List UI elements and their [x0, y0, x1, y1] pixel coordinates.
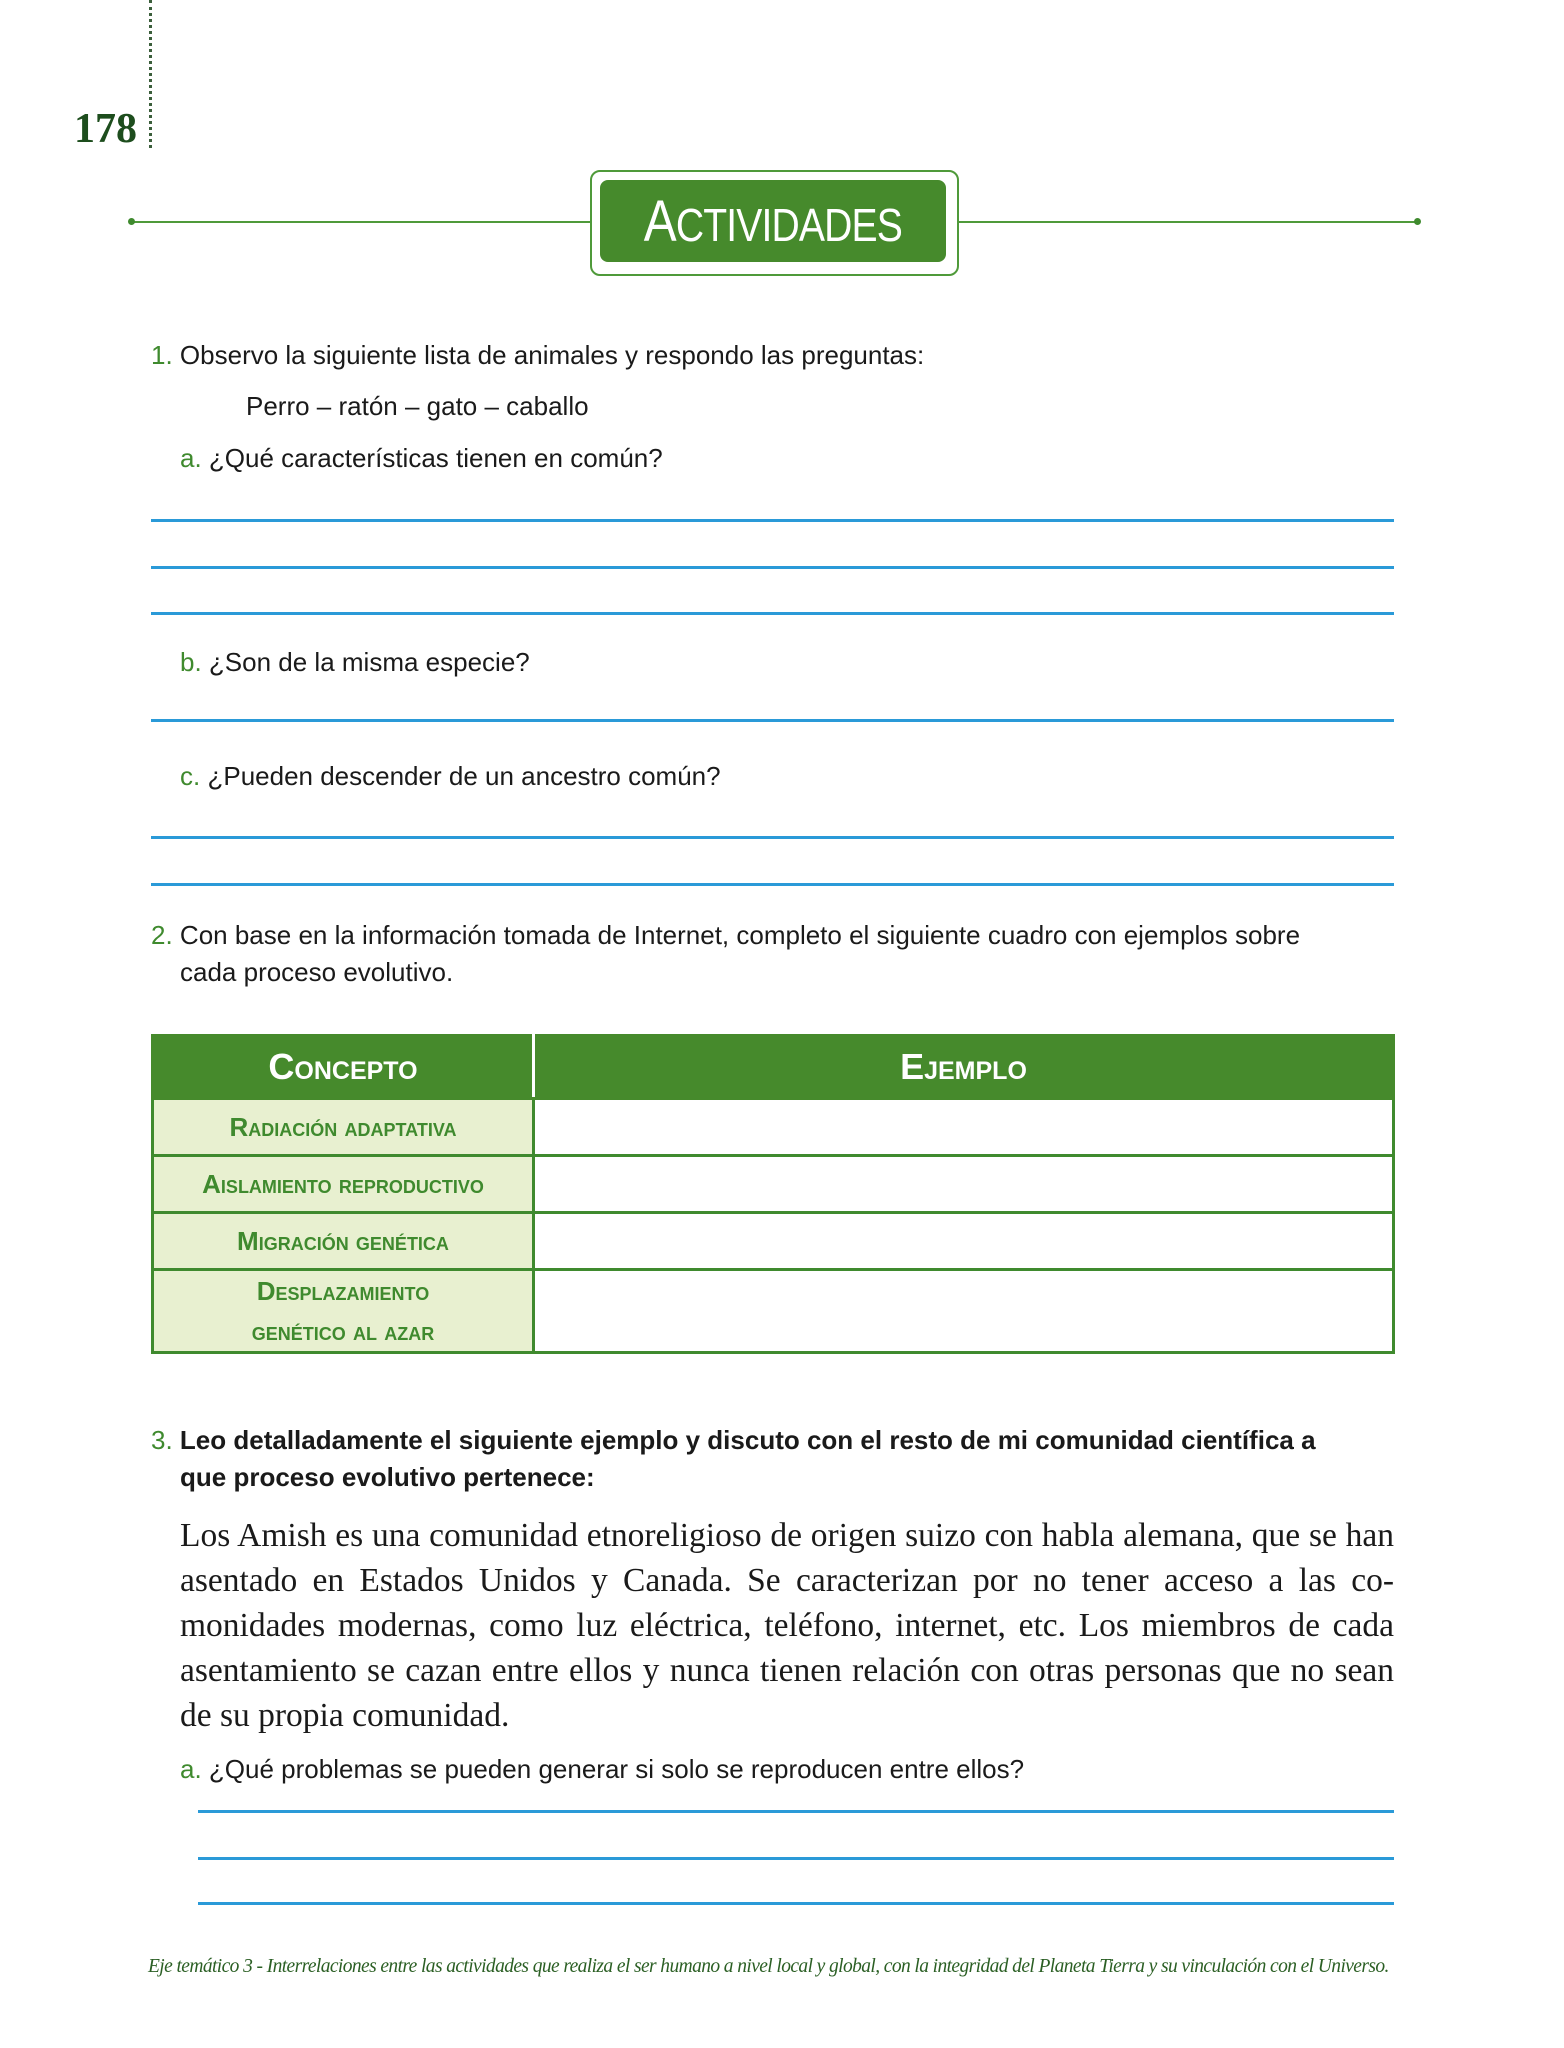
answer-line[interactable]: [151, 519, 1394, 522]
question-number: 3.: [151, 1425, 173, 1455]
amish-paragraph: Los Amish es una comunidad etnoreligioso de origen suizo con habla alemana, que se han asentado en Estados Unidos y Canada. Se caracterizan por no tener acceso a las co-monidades modernas, como luz eléctrica, teléfono, internet, etc. Los miembros de cada asentamiento se cazan entre ellos y nunca tienen relación con otras personas que no sean de su propia comunidad.: [180, 1517, 1394, 1734]
answer-line[interactable]: [151, 566, 1394, 569]
answer-line[interactable]: [198, 1857, 1394, 1860]
question-1a: a. ¿Qué características tienen en común?: [180, 443, 663, 473]
question-text: Observo la siguiente lista de animales y respondo las preguntas:: [179, 340, 925, 370]
question-1b: b. ¿Son de la misma especie?: [180, 647, 530, 677]
concept-cell: Desplazamiento genético al azar: [153, 1270, 534, 1353]
question-1c: c. ¿Pueden descender de un ancestro común?: [180, 761, 721, 791]
dotted-margin-rule: [149, 0, 152, 148]
question-3a: a. ¿Qué problemas se pueden generar si solo se reproducen entre ellos?: [180, 1754, 1025, 1784]
answer-line[interactable]: [198, 1902, 1394, 1905]
question-1: [151, 337, 924, 374]
concept-cell: Radiación adaptativa: [153, 1099, 534, 1156]
question-3: 3. Leo detalladamente el siguiente ejemplo y discuto con el resto de mi comunidad científica a que proceso evolutivo pertenece:: [151, 1425, 1316, 1492]
table-row: [153, 1270, 1394, 1353]
animal-list: Perro – ratón – gato – caballo: [246, 391, 589, 421]
concept-cell: Migración genética: [153, 1213, 534, 1270]
question-number: 2.: [151, 920, 173, 950]
concept-example-table: [151, 1034, 1395, 1354]
header-rule-left-dot: [128, 218, 135, 225]
table-row: [153, 1213, 1394, 1270]
answer-line[interactable]: [151, 719, 1394, 722]
page-number: 178: [74, 106, 137, 152]
example-cell[interactable]: [534, 1156, 1394, 1213]
header-rule-right-dot: [1414, 218, 1421, 225]
example-cell[interactable]: [534, 1270, 1394, 1353]
header-concept: Concepto: [153, 1036, 534, 1099]
header-example: Ejemplo: [534, 1036, 1394, 1099]
concept-cell: Aislamiento reproductivo: [153, 1156, 534, 1213]
answer-line[interactable]: [151, 883, 1394, 886]
example-cell[interactable]: [534, 1213, 1394, 1270]
answer-line[interactable]: [198, 1810, 1394, 1813]
question-number: 1.: [151, 340, 173, 370]
answer-line[interactable]: [151, 836, 1394, 839]
example-cell[interactable]: [534, 1099, 1394, 1156]
footer-caption: Eje temático 3 - Interrelaciones entre las actividades que realiza el ser humano a nivel local y global, con la integridad del Planeta Tierra y su vinculación con el Universo.: [148, 1956, 1389, 1977]
table-row: [153, 1156, 1394, 1213]
section-title-box: [600, 180, 946, 262]
question-2: 2. Con base en la información tomada de Internet, completo el siguiente cuadro con ejemplos sobre cada proceso evolutivo.: [151, 920, 1301, 987]
table-row: [153, 1099, 1394, 1156]
section-title: ACTIVIDADES: [643, 188, 903, 254]
answer-line[interactable]: [151, 612, 1394, 615]
